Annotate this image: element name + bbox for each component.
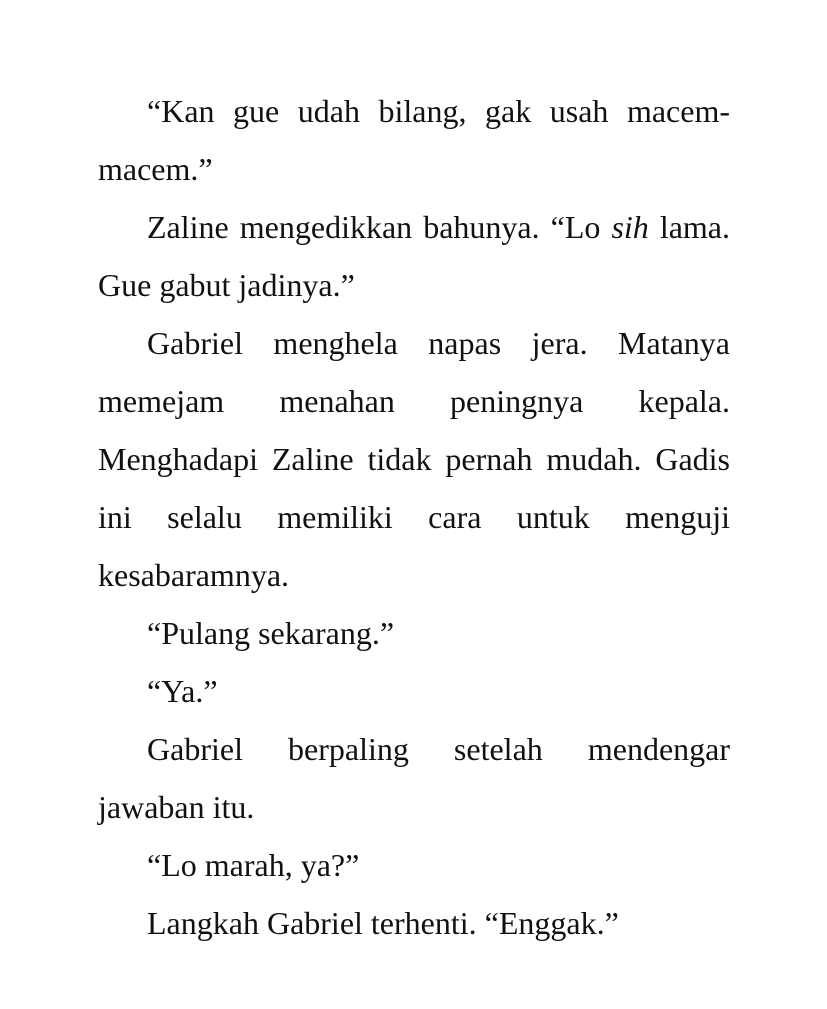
paragraph-text: “Lo marah, ya?” <box>147 847 360 883</box>
paragraph-text: Gabriel berpaling setelah mendengar jawaban itu. <box>98 731 730 825</box>
italic-word: sih <box>611 209 649 245</box>
paragraph-1 <box>98 82 730 198</box>
paragraph-4 <box>98 604 730 662</box>
paragraph-8 <box>98 894 730 952</box>
paragraph-text: “Kan gue udah bilang, gak usah macem-macem.” <box>98 93 730 187</box>
paragraph-7 <box>98 836 730 894</box>
paragraph-3 <box>98 314 730 604</box>
paragraph-text: Zaline mengedikkan bahunya. “Lo <box>147 209 612 245</box>
paragraph-6 <box>98 720 730 836</box>
paragraph-text: lama. Gue gabut jadinya.” <box>98 209 731 303</box>
paragraph-text: “Ya.” <box>147 673 218 709</box>
paragraph-text: Langkah Gabriel terhenti. “Enggak.” <box>147 905 619 941</box>
paragraph-5 <box>98 662 730 720</box>
paragraph-2 <box>98 198 730 314</box>
book-page-text <box>98 82 730 952</box>
paragraph-text: “Pulang sekarang.” <box>147 615 395 651</box>
paragraph-text: Gabriel menghela napas jera. Matanya memejam menahan peningnya kepala. Menghadapi Zaline tidak pernah mudah. Gadis ini selalu memiliki cara untuk menguji kesabaramnya. <box>98 325 730 593</box>
